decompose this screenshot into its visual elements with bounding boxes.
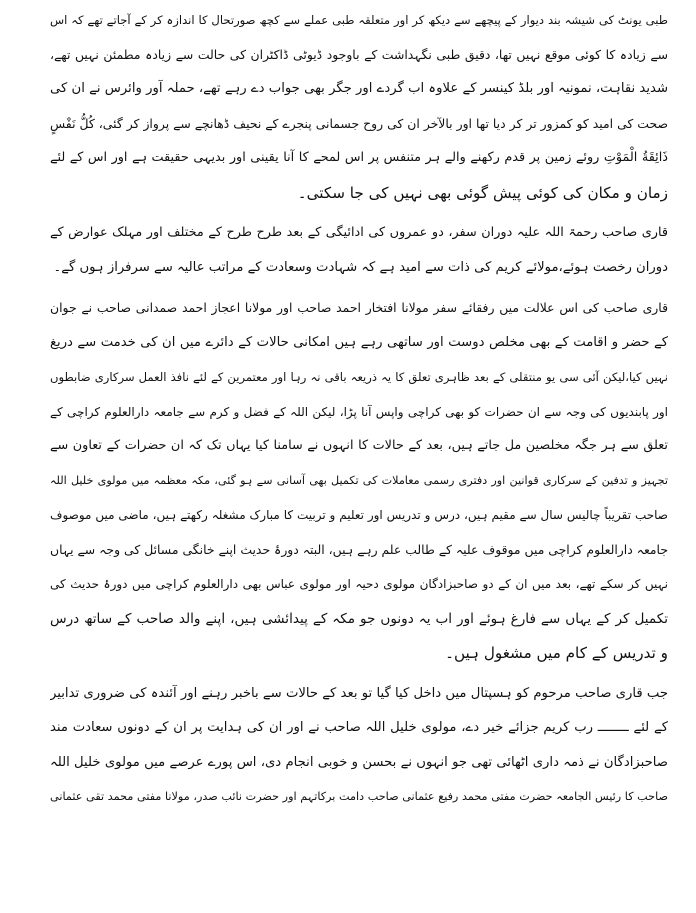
text-line: تکمیل کر کے یہاں سے فارغ ہوئے اور اب یہ دونوں جو مکہ کے پیدائشی ہیں، اپنے والد صاحب کے ساتھ درس	[50, 610, 668, 627]
text-line: صحت کی امید کو کمزور تر کر دیا تھا اور بالآخر ان کی روح جسمانی پنجرے کے نحیف ڈھانچے سے پرواز کر گئی، کُلُّ نَفْسٍ	[50, 115, 668, 131]
text-line: جامعہ دارالعلوم کراچی میں موقوف علیہ کے طالب علم رہے ہیں، البتہ دورۂ حدیث اپنے خانگی مسائل کی وجہ سے یہاں	[50, 541, 668, 557]
text-line: دوران رخصت ہوئے،مولائے کریم کی ذات سے امید ہے کہ شہادت وسعادت کے مراتب عالیہ سے سرفراز ہوں گے۔	[53, 259, 668, 275]
text-line: نہیں کیا،لیکن آئی سی یو منتقلی کے بعد ظاہری تعلق کا یہ ذریعہ باقی نہ رہا اور معتمرین کے لئے نافذ العمل سرکاری ضابطوں	[50, 370, 668, 384]
text-line: کے لئے ــــــــ رب کریم جزائے خیر دے، مولوی خلیل اللہ صاحب نے اور ان کی ہدایت پر ان کے دونوں سعادت مند	[50, 720, 668, 735]
text-line: و تدریس کے کام میں مشغول ہیں۔	[445, 644, 668, 662]
text-line: سے زیادہ کا کوئی موقع نہیں تھا، دقیق طبی نگہداشت کے باوجود ڈیوٹی ڈاکٹران کی حالت سے زیادہ مطمئن نہیں تھے،	[50, 46, 668, 62]
text-line: صاحب تقریباً چالیس سال سے مقیم ہیں، درس و تدریس اور تعلیم و تربیت کا مبارک مشغلہ رکھتے ہیں، ماضی میں موصوف	[50, 508, 668, 522]
paragraph-companions	[50, 291, 668, 671]
text-line: تجہیز و تدفین کے سرکاری قوانین اور دفتری رسمی معاملات کی تکمیل بھی آسانی سے ہو گئی، مکہ معظمہ میں مولوی خلیل اللہ	[50, 473, 668, 487]
text-line: زمان و مکان کی کوئی پیش گوئی بھی نہیں کی جا سکتی۔	[297, 183, 668, 202]
text-line: ذَائِقَةُ الْمَوْتِ روئے زمین پر قدم رکھنے والے ہر متنفس پر اس لمحے کا آنا یقینی اور بدیہی حقیقت ہے اور اس کے لئے	[50, 150, 668, 165]
text-line: صاحبزادگان نے ذمہ داری اٹھائی تھی جو انہوں نے بحسن و خوبی انجام دی، اس پورے عرصے میں مولوی خلیل اللہ	[50, 754, 668, 770]
text-line: تعلق سے ہر جگہ مخلصین مل جاتے ہیں، بعد کے حالات کا انہوں نے سامنا کیا یہاں تک کہ ان حضرات کے تعاون سے	[50, 438, 668, 453]
text-line: قاری صاحب رحمۃ اللہ علیہ دوران سفر، دو عمروں کی ادائیگی کے بعد طرح طرح کے مختلف اور مہلک عوارض کے	[50, 225, 668, 240]
text-line: کے حضر و اقامت کے بھی مخلص دوست اور ساتھی رہے ہیں امکانی حالات کے دائرے میں ان کی خدمت سے دریغ	[50, 334, 668, 350]
paragraph-hospital-condition	[50, 3, 668, 210]
text-line: نہیں کر سکے تھے، بعد میں ان کے دو صاحبزادگان مولوی دحیہ اور مولوی عباس بھی دارالعلوم کراچی میں دورۂ حدیث کی	[50, 577, 668, 591]
paragraph-departure	[50, 216, 668, 285]
document-page	[50, 0, 668, 913]
text-line: قاری صاحب کی اس علالت میں رفقائے سفر مولانا افتخار احمد صاحب اور مولانا اعجاز احمد صمدانی صاحب نے جوان	[50, 300, 668, 315]
text-line: جب قاری صاحب مرحوم کو ہسپتال میں داخل کیا گیا تو بعد کے حالات سے باخبر رہنے اور آئندہ کی ضروری تدابیر	[50, 685, 668, 701]
text-line: طبی یونٹ کی شیشہ بند دیوار کے پیچھے سے دیکھ کر اور متعلقہ طبی عملے سے کچھ صورتحال کا اندازہ کر کے آجاتے تھے کہ اس	[50, 13, 668, 27]
paragraph-hospital-admission	[50, 677, 668, 815]
text-line: شدید نقاہت، نمونیہ اور بلڈ کینسر کے علاوہ اب گردے اور جگر بھی جواب دے رہے تھے، حملہ آور وائرس نے ان کی	[50, 81, 668, 96]
text-line: اور پابندیوں کی وجہ سے ان حضرات کو بھی کراچی واپس آنا پڑا، لیکن اللہ کے فضل و کرم سے جامعہ دارالعلوم کراچی کے	[50, 404, 668, 419]
text-line: صاحب کا رئیس الجامعہ حضرت مفتی محمد رفیع عثمانی صاحب دامت برکاتہم اور حضرت نائب صدر، مولانا مفتی محمد تقی عثمانی	[50, 790, 668, 803]
